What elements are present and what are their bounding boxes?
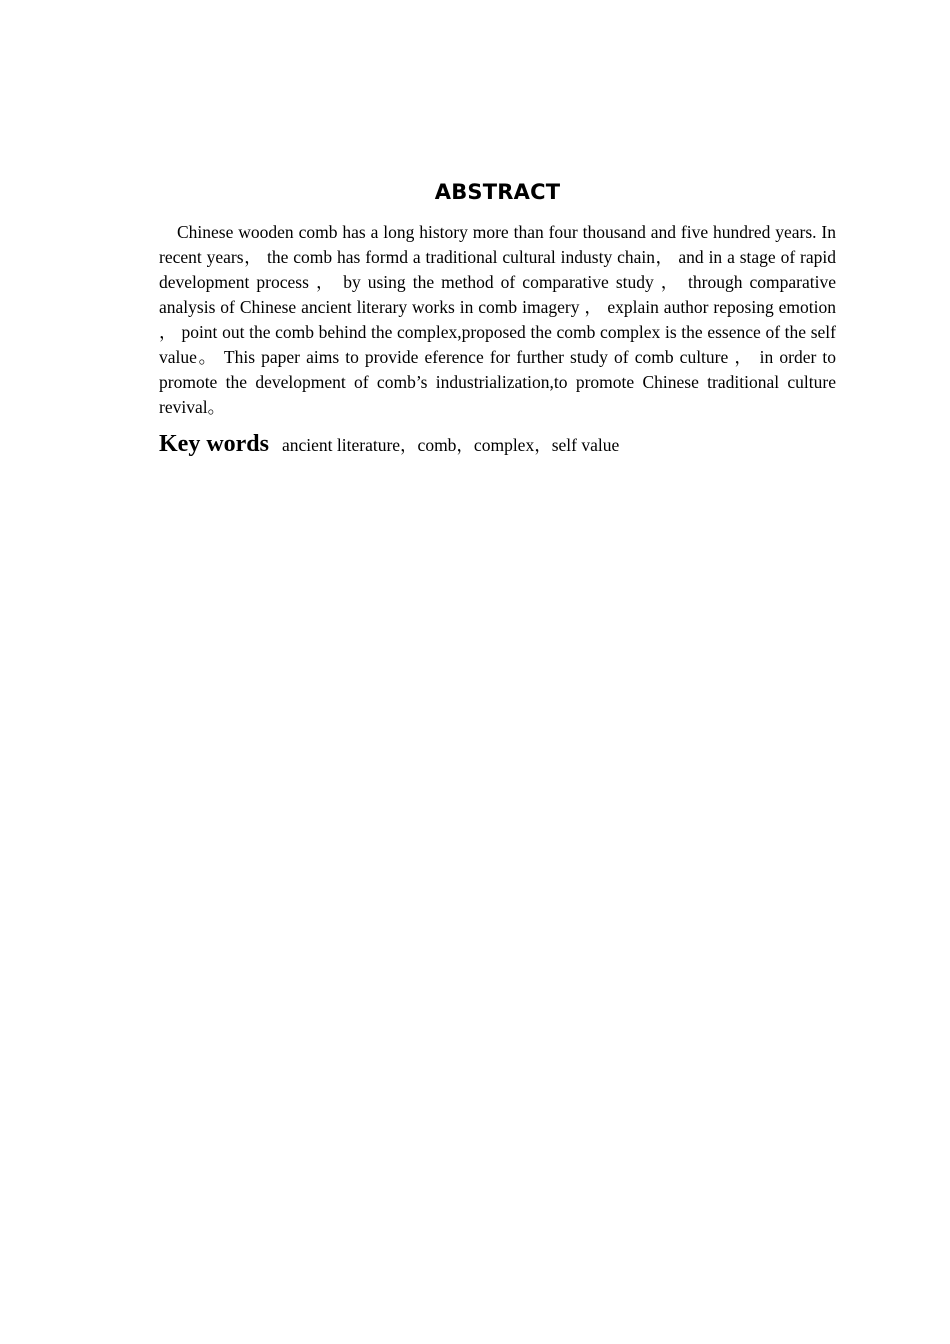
abstract-title: ABSTRACT bbox=[434, 180, 561, 204]
keywords-label: Key words bbox=[159, 431, 269, 457]
keywords-text: ancient literature，comb，complex，self value bbox=[282, 435, 620, 455]
abstract-body: Chinese wooden comb has a long history more than four thousand and five hundred years. In recent years， the comb has formd a traditional cultural industy chain， and in a stage of rapid development process ， by using the method of comparative study ， through comparative analysis of Chinese ancient literary works in comb imagery ， explain author reposing emotion ， point out the comb behind the complex,proposed the comb complex is the essence of the self value。 This paper aims to provide eference for further study of comb culture ， in order to promote the development of comb’s industrialization,to promote Chinese traditional culture revival。 bbox=[159, 222, 836, 417]
keywords-line bbox=[159, 429, 836, 460]
abstract-section bbox=[159, 178, 836, 460]
